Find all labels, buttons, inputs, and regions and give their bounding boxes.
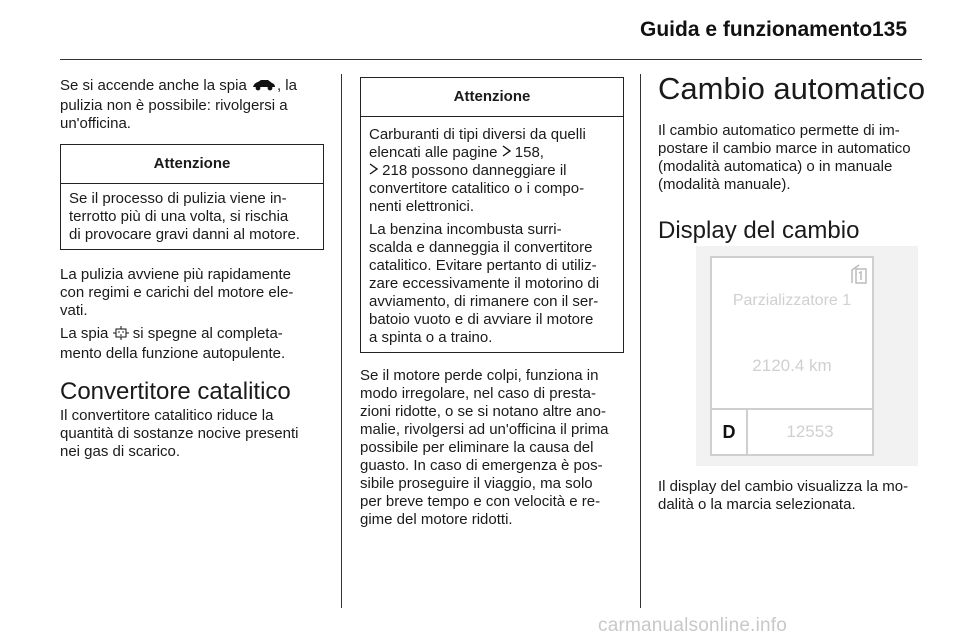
display-mode-label: Parzializzatore 1 <box>732 292 852 309</box>
catalytic-paragraph <box>60 407 326 461</box>
text-line: modo irregolare, nel caso di presta- <box>360 385 596 402</box>
middle-column <box>360 77 624 529</box>
text-line: con regimi e carichi del motore ele- <box>60 284 294 301</box>
transmission-display-illustration <box>696 246 918 466</box>
text-line: mento della funzione autopulente. <box>60 345 286 362</box>
text-line: dalità o la marcia selezionata. <box>658 496 856 513</box>
warning-2-paragraph-2 <box>369 221 619 347</box>
warning-1-line: terrotto più di una volta, si rischia <box>69 208 289 225</box>
text-line: Se il motore perde colpi, funziona in <box>360 367 599 384</box>
text-line: sibile proseguire il viaggio, ma solo <box>360 475 593 492</box>
header-divider <box>60 59 922 60</box>
text-line: quantità di sostanze nocive presenti <box>60 425 299 442</box>
text-line: batoio vuoto e di avviare il motore <box>369 311 594 328</box>
text-line: vati. <box>60 302 88 319</box>
intro-text-b: , la <box>276 77 297 94</box>
display-caption <box>658 478 948 514</box>
page-reference[interactable]: 158, <box>514 144 544 161</box>
text-line: guasto. In caso di emergenza è pos- <box>360 457 603 474</box>
text-line: per breve tempo e con velocità e re- <box>360 493 601 510</box>
column-divider-1 <box>341 74 342 608</box>
text-line: (modalità automatica) o in manuale <box>658 158 893 175</box>
display-trip-distance: 2120.4 km <box>752 356 832 375</box>
check-engine-car-icon <box>251 78 277 97</box>
transmission-display <box>710 256 874 456</box>
text-line: nenti elettronici. <box>369 198 475 215</box>
display-odometer: 12553 <box>786 422 834 441</box>
text-line: convertitore catalitico o i compo- <box>369 180 585 197</box>
page-reference-arrow-icon <box>369 162 378 180</box>
intro-text-a: Se si accende anche la spia <box>60 77 247 94</box>
text-line: possibile per eliminare la causa del <box>360 439 594 456</box>
intro-paragraph <box>60 77 326 133</box>
text-line: La pulizia avviene più rapidamente <box>60 266 291 283</box>
cleaning-paragraph <box>60 266 326 320</box>
text-line: elencati alle pagine <box>369 144 498 161</box>
text-line: si spegne al completa- <box>132 325 283 342</box>
intro-text-d: un'officina. <box>60 115 131 132</box>
text-line: zioni ridotte, o se si notano altre ano- <box>360 403 606 420</box>
left-column <box>60 77 326 461</box>
page-header-title: Guida e funzionamento <box>640 18 873 41</box>
sub-heading-display: Display del cambio <box>658 217 860 244</box>
display-gear-indicator: D <box>722 422 736 442</box>
warning-box-1-heading: Attenzione <box>61 145 323 184</box>
text-line: catalitico. Evitare pertanto di utiliz- <box>369 257 597 274</box>
text-line: zare eccessivamente il motorino di <box>369 275 600 292</box>
warning-box-2-body <box>361 117 623 352</box>
watermark: carmanualsonline.info <box>598 615 788 636</box>
text-line: Il display del cambio visualizza la mo- <box>658 478 909 495</box>
text-line: malie, rivolgersi ad un'officina il prima <box>360 421 609 438</box>
main-heading-automatic: Cambio automatico <box>658 71 926 106</box>
text-line: La benzina incombusta surri- <box>369 221 562 238</box>
text-line: Il convertitore catalitico riduce la <box>60 407 274 424</box>
light-off-paragraph <box>60 325 326 363</box>
misfire-paragraph <box>360 367 624 529</box>
text-line: scalda e danneggia il convertitore <box>369 239 593 256</box>
column-divider-2 <box>640 74 641 608</box>
right-column <box>658 72 948 245</box>
particle-filter-icon <box>113 326 129 345</box>
text-line: a spinta o a traino. <box>369 329 493 346</box>
text-line: Il cambio automatico permette di im- <box>658 122 900 139</box>
section-heading-catalytic: Convertitore catalitico <box>60 378 291 405</box>
page-number: 135 <box>872 18 908 41</box>
text-line: (modalità manuale). <box>658 176 791 193</box>
text-line: Carburanti di tipi diversi da quelli <box>369 126 586 143</box>
warning-1-line: di provocare gravi danni al motore. <box>69 226 300 243</box>
warning-box-1 <box>60 144 324 250</box>
automatic-intro-paragraph <box>658 122 948 194</box>
intro-text-c: pulizia non è possibile: rivolgersi a <box>60 97 288 114</box>
page-reference-arrow-icon <box>502 144 511 162</box>
warning-box-2 <box>360 77 624 353</box>
warning-1-line: Se il processo di pulizia viene in- <box>69 190 287 207</box>
manual-mode-icon <box>850 264 868 284</box>
text-line: gime del motore ridotti. <box>360 511 513 528</box>
text-line: postare il cambio marce in automatico <box>658 140 911 157</box>
page-reference[interactable]: 218 possono danneggiare il <box>382 162 567 179</box>
warning-box-2-heading: Attenzione <box>361 78 623 117</box>
text-line: La spia <box>60 325 109 342</box>
text-line: avviamento, di rimanere con il ser- <box>369 293 599 310</box>
warning-box-1-body <box>61 184 323 249</box>
text-line: nei gas di scarico. <box>60 443 181 460</box>
